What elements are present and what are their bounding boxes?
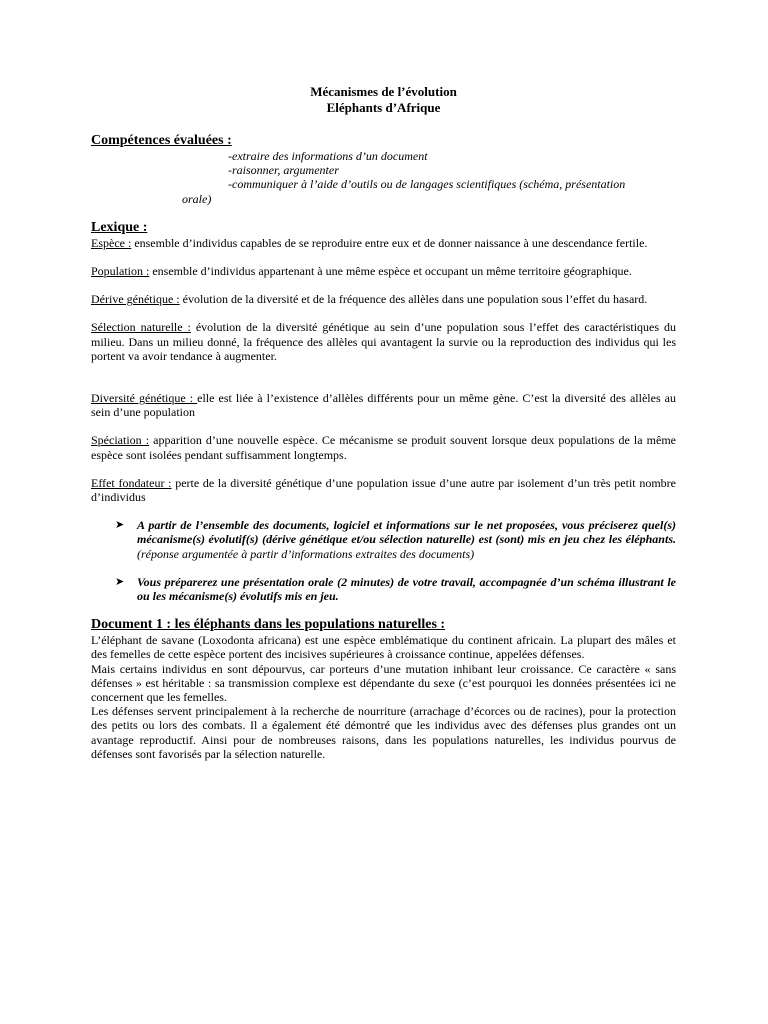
document1-paragraph: L’éléphant de savane (Loxodonta africana) est une espèce emblématique du continent africain. La plupart des mâles et des femelles de cette espèce portent des incisives supérieures à croissance continue, appelées défenses. xyxy=(91,633,676,662)
lexique-entry xyxy=(91,292,676,306)
competence-item: -raisonner, argumenter xyxy=(228,163,339,178)
lexique-term: Diversité génétique : xyxy=(91,391,198,406)
lexique-entry xyxy=(91,391,676,419)
consigne-item xyxy=(115,518,676,561)
document1-paragraph: Mais certains individus en sont dépourvus, car porteurs d’une mutation inhibant leur croissance. Ce caractère « sans défenses » est héritable : sa transmission complexe est dépendante du sexe (c’est pourquoi les données présentées ici ne concernent que les femelles. xyxy=(91,661,676,705)
arrow-bullet-icon: ➤ xyxy=(115,518,125,532)
lexique-definition: elle est liée à l’existence d’allèles différents pour un même gène. C’est la diversité des allèles au sein d’une population xyxy=(91,391,676,420)
lexique-definition: perte de la diversité génétique d’une population issue d’une autre par isolement d’un très petit nombre d’individus xyxy=(91,475,676,505)
competences-list xyxy=(91,149,676,206)
title-line-1: Mécanismes de l’évolution xyxy=(310,84,457,99)
lexique-heading: Lexique : xyxy=(91,219,148,235)
competences-heading: Compétences évaluées : xyxy=(91,133,232,148)
lexique-definition: évolution de la diversité et de la fréquence des allèles dans une population sous l’effet du hasard. xyxy=(179,292,648,307)
document1-paragraph: Les défenses servent principalement à la recherche de nourriture (arrachage d’écorces ou de racines), pour la protection des petits ou lors des combats. Il a également été démontré que les individus avec des défenses plus grandes ont un avantage reproductif. Ainsi pour de nombreuses raisons, dans les populations naturelles, les individus pourvus de défenses sont favorisés par la sélection naturelle. xyxy=(91,704,676,761)
arrow-bullet-icon: ➤ xyxy=(115,574,125,588)
competence-item-continuation: orale) xyxy=(182,191,212,206)
consigne-item xyxy=(115,574,676,604)
lexique-entry xyxy=(91,320,676,363)
document-page xyxy=(91,84,676,761)
competence-item: -extraire des informations d’un document xyxy=(228,149,428,163)
lexique-entry xyxy=(91,236,676,250)
competence-item: -communiquer à l’aide d’outils ou de langages scientifiques (schéma, présentation xyxy=(228,177,626,192)
lexique-entry xyxy=(91,476,676,504)
lexique-definition: évolution de la diversité génétique au sein d’une population sous l’effet des caractéristiques du milieu. Dans un milieu donné, la fréquence des allèles qui avantagent la survie ou la reproduction des individus qui les portent va avoir tendance à augmenter. xyxy=(91,320,676,363)
lexique-term: Sélection naturelle : xyxy=(91,320,191,335)
consigne-note: (réponse argumentée à partir d’informations extraites des documents) xyxy=(137,546,475,561)
lexique-term: Dérive génétique : xyxy=(91,292,180,307)
lexique-term: Effet fondateur : xyxy=(91,475,172,490)
lexique-entry xyxy=(91,264,676,278)
lexique-term: Population : xyxy=(91,264,150,279)
lexique-definition: ensemble d’individus capables de se reproduire entre eux et de donner naissance à une descendance fertile. xyxy=(131,235,648,250)
consigne-text: Vous préparerez une présentation orale (2 minutes) de votre travail, accompagnée d’un schéma illustrant le ou les mécanisme(s) évolutifs mis en jeu. xyxy=(137,574,676,604)
lexique-entry xyxy=(91,433,676,461)
lexique-definition: ensemble d’individus appartenant à une même espèce et occupant un même territoire géographique. xyxy=(149,264,632,279)
lexique-term: Espèce : xyxy=(91,235,132,250)
lexique-definition: apparition d’une nouvelle espèce. Ce mécanisme se produit souvent lorsque deux populations de la même espèce sont isolées pendant suffisamment longtemps. xyxy=(91,433,676,462)
lexique-term: Spéciation : xyxy=(91,433,150,448)
document-title xyxy=(91,84,676,116)
title-line-2: Eléphants d’Afrique xyxy=(326,100,441,115)
consigne-text: A partir de l’ensemble des documents, logiciel et informations sur le net proposées, vous préciserez quel(s) mécanisme(s) évolutif(s) (dérive génétique et/ou sélection naturelle) est (sont) mis en jeu chez les éléphants. xyxy=(137,518,676,547)
document1-heading: Document 1 : les éléphants dans les populations naturelles : xyxy=(91,617,446,633)
